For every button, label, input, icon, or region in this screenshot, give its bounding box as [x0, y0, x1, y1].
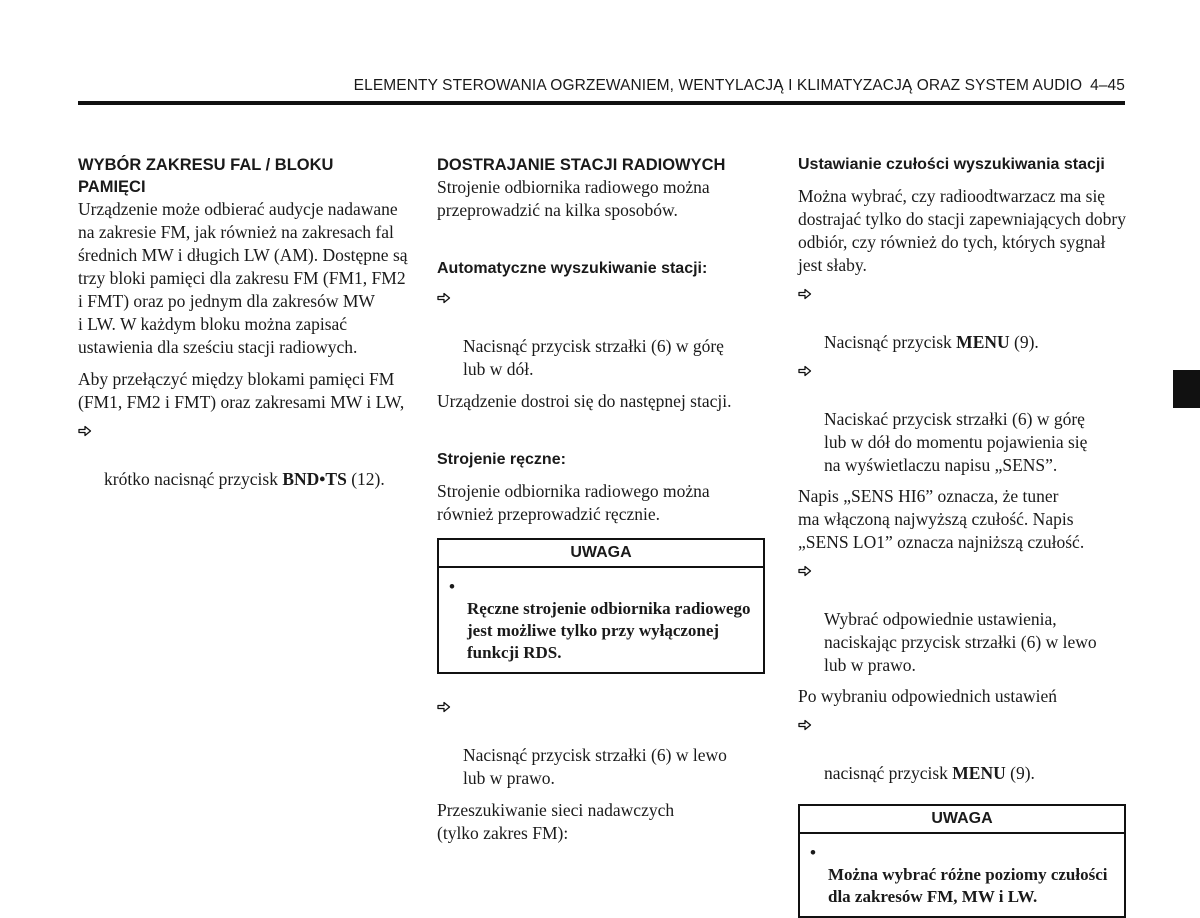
note-box: [437, 538, 765, 674]
arrow-icon: [798, 718, 812, 732]
arrow-icon: [798, 364, 812, 378]
column-1: [78, 154, 408, 491]
bullet-item: Nacisnąć przycisk MENU (9).: [798, 285, 1128, 354]
paragraph: Aby przełączyć między blokami pamięci FM (FM1, FM2 i FMT) oraz zakresami MW i LW,: [78, 369, 405, 412]
paragraph: Po wybraniu odpowiednich ustawień: [798, 686, 1058, 706]
page-number: 4–45: [1090, 77, 1125, 94]
bullet-item: krótko nacisnąć przycisk BND•TS (12).: [78, 422, 408, 491]
paragraph: Urządzenie dostroi się do następnej stacji.: [437, 391, 732, 411]
chapter-tab-marker: [1173, 370, 1200, 408]
bullet-dot: •: [449, 577, 455, 596]
section-heading-tuning: DOSTRAJANIE STACJI RADIOWYCH: [437, 156, 726, 174]
page-header: [78, 77, 1125, 95]
note-box-body: • Ręczne strojenie odbiornika radiowego jest możliwe tylko przy wyłączonej funkcji RDS.: [449, 577, 751, 662]
column-3: [798, 154, 1128, 918]
bullet-item: Naciskać przycisk strzałki (6) w górę lub w dół do momentu pojawienia się na wyświetlaczu napisu „SENS”.: [798, 362, 1128, 477]
paragraph: Przeszukiwanie sieci nadawczych (tylko zakres FM):: [437, 800, 675, 843]
bullet-item: nacisnąć przycisk MENU (9).: [798, 716, 1128, 785]
subheading-auto-search: Automatyczne wyszukiwanie stacji:: [437, 260, 708, 277]
header-title: ELEMENTY STEROWANIA OGRZEWANIEM, WENTYLACJĄ I KLIMATYZACJĄ ORAZ SYSTEM AUDIO: [353, 77, 1083, 94]
bullet-item: Nacisnąć przycisk strzałki (6) w lewo lub w prawo.: [437, 698, 767, 790]
arrow-icon: [798, 287, 812, 301]
note-box-body: • Można wybrać różne poziomy czułości dla zakresów FM, MW i LW.: [810, 843, 1108, 906]
paragraph: Strojenie odbiornika radiowego można również przeprowadzić ręcznie.: [437, 481, 710, 524]
bullet-item: Wybrać odpowiednie ustawienia, naciskając przycisk strzałki (6) w lewo lub w prawo.: [798, 562, 1128, 677]
subheading-sensitivity: Ustawianie czułości wyszukiwania stacji: [798, 156, 1105, 173]
section-heading-wavebands: WYBÓR ZAKRESU FAL / BLOKU PAMIĘCI: [78, 156, 334, 196]
arrow-icon: [437, 291, 451, 305]
arrow-icon: [798, 564, 812, 578]
column-2: [437, 154, 767, 845]
header-rule: [78, 101, 1125, 105]
arrow-icon: [78, 424, 92, 438]
paragraph: Strojenie odbiornika radiowego można przeprowadzić na kilka sposobów.: [437, 177, 710, 220]
arrow-icon: [437, 700, 451, 714]
note-box-title: UWAGA: [800, 806, 1124, 834]
note-box: [798, 804, 1126, 918]
bullet-dot: •: [810, 843, 816, 862]
paragraph: Można wybrać, czy radioodtwarzacz ma się dostrajać tylko do stacji zapewniających dobry odbiór, czy również do tych, których sygnał jest słaby.: [798, 186, 1127, 275]
subheading-manual-tuning: Strojenie ręczne:: [437, 451, 566, 468]
bullet-item: Nacisnąć przycisk strzałki (6) w górę lub w dół.: [437, 289, 767, 381]
paragraph: Urządzenie może odbierać audycje nadawane na zakresie FM, jak również na zakresach fal średnich MW i długich LW (AM). Dostępne są trzy bloki pamięci dla zakresu FM (FM1, FM2 i FMT) oraz po jednym dla zakresów MW i LW. W każdym bloku można zapisać ustawienia dla sześciu stacji radiowych.: [78, 199, 408, 357]
paragraph: Napis „SENS HI6” oznacza, że tuner ma włączoną najwyższą czułość. Napis „SENS LO1” oznacza najniższą czułość.: [798, 486, 1085, 552]
note-box-title: UWAGA: [439, 540, 763, 568]
